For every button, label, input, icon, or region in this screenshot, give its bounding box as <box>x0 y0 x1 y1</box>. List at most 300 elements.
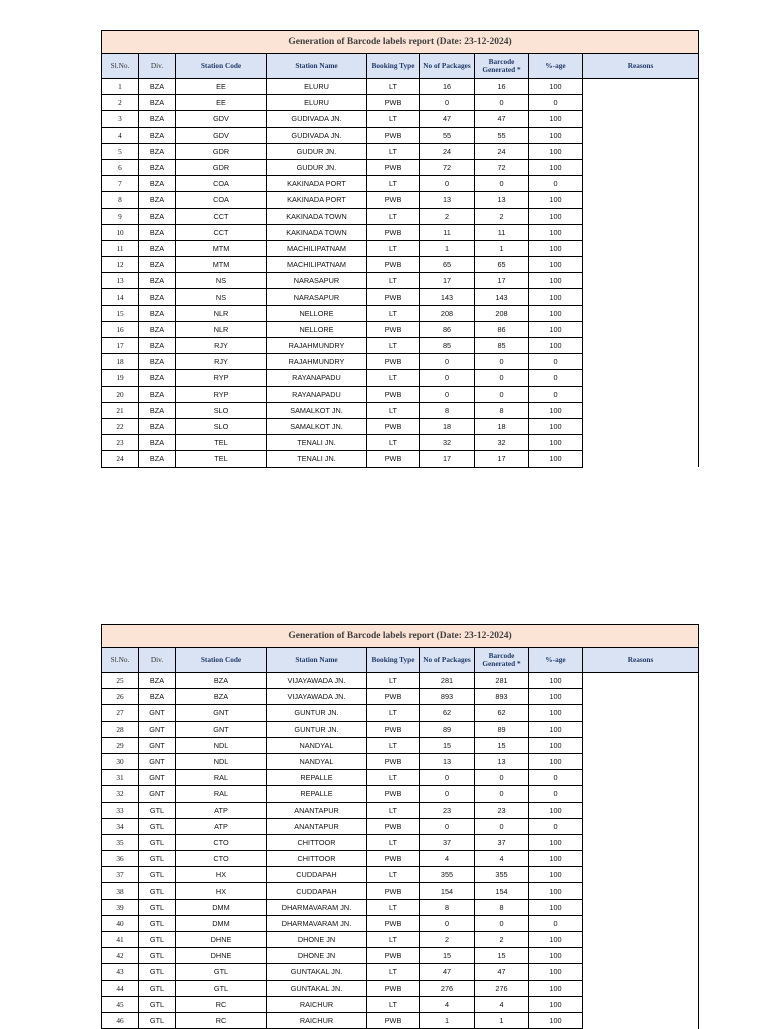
cell-div: BZA <box>139 435 176 451</box>
cell-booking-type: PWB <box>367 159 420 175</box>
cell-percentage: 0 <box>529 770 583 786</box>
cell-station-code: NLR <box>176 305 267 321</box>
cell-booking-type: PWB <box>367 386 420 402</box>
cell-station-code: CCT <box>176 224 267 240</box>
table-row <box>102 753 699 769</box>
cell-station-code: GDR <box>176 143 267 159</box>
cell-sl-no: 35 <box>102 834 139 850</box>
cell-no-of-packages: 1 <box>420 240 475 256</box>
header-no-of-packages: No of Packages <box>420 648 475 673</box>
cell-percentage: 100 <box>529 418 583 434</box>
table-row <box>102 111 699 127</box>
table-row <box>102 980 699 996</box>
cell-no-of-packages: 13 <box>420 753 475 769</box>
cell-booking-type: PWB <box>367 721 420 737</box>
cell-booking-type: PWB <box>367 980 420 996</box>
cell-div: BZA <box>139 673 176 689</box>
cell-div: BZA <box>139 305 176 321</box>
cell-station-name: RAYANAPADU <box>267 386 367 402</box>
cell-reasons <box>583 1012 699 1028</box>
cell-barcode-generated: 47 <box>475 111 529 127</box>
cell-station-code: HX <box>176 883 267 899</box>
cell-station-name: KAKINADA TOWN <box>267 224 367 240</box>
cell-reasons <box>583 111 699 127</box>
header-reasons: Reasons <box>583 54 699 79</box>
cell-station-name: NANDYAL <box>267 737 367 753</box>
cell-sl-no: 45 <box>102 996 139 1012</box>
cell-station-code: ATP <box>176 818 267 834</box>
cell-booking-type: PWB <box>367 948 420 964</box>
cell-no-of-packages: 2 <box>420 208 475 224</box>
cell-no-of-packages: 893 <box>420 689 475 705</box>
cell-percentage: 100 <box>529 834 583 850</box>
cell-no-of-packages: 11 <box>420 224 475 240</box>
cell-station-code: EE <box>176 79 267 95</box>
cell-station-code: GNT <box>176 705 267 721</box>
cell-booking-type: LT <box>367 176 420 192</box>
cell-div: BZA <box>139 689 176 705</box>
cell-reasons <box>583 673 699 689</box>
cell-sl-no: 6 <box>102 159 139 175</box>
cell-reasons <box>583 786 699 802</box>
cell-no-of-packages: 72 <box>420 159 475 175</box>
cell-barcode-generated: 281 <box>475 673 529 689</box>
cell-no-of-packages: 4 <box>420 851 475 867</box>
table-row <box>102 915 699 931</box>
header-station-name: Station Name <box>267 54 367 79</box>
cell-station-code: HX <box>176 867 267 883</box>
cell-booking-type: PWB <box>367 883 420 899</box>
cell-no-of-packages: 0 <box>420 95 475 111</box>
cell-no-of-packages: 16 <box>420 79 475 95</box>
cell-no-of-packages: 2 <box>420 932 475 948</box>
cell-no-of-packages: 0 <box>420 915 475 931</box>
cell-sl-no: 38 <box>102 883 139 899</box>
cell-sl-no: 20 <box>102 386 139 402</box>
cell-barcode-generated: 4 <box>475 851 529 867</box>
cell-percentage: 100 <box>529 111 583 127</box>
cell-no-of-packages: 17 <box>420 451 475 467</box>
cell-sl-no: 42 <box>102 948 139 964</box>
cell-barcode-generated: 208 <box>475 305 529 321</box>
cell-barcode-generated: 0 <box>475 354 529 370</box>
cell-percentage: 0 <box>529 176 583 192</box>
cell-no-of-packages: 154 <box>420 883 475 899</box>
cell-div: GTL <box>139 883 176 899</box>
cell-reasons <box>583 257 699 273</box>
cell-percentage: 100 <box>529 127 583 143</box>
cell-station-name: NARASAPUR <box>267 273 367 289</box>
cell-station-code: CCT <box>176 208 267 224</box>
cell-reasons <box>583 386 699 402</box>
cell-div: BZA <box>139 176 176 192</box>
cell-percentage: 100 <box>529 932 583 948</box>
cell-div: BZA <box>139 127 176 143</box>
table-row <box>102 402 699 418</box>
cell-sl-no: 31 <box>102 770 139 786</box>
cell-station-code: DMM <box>176 915 267 931</box>
cell-div: GTL <box>139 996 176 1012</box>
cell-booking-type: PWB <box>367 451 420 467</box>
cell-station-name: GUDIVADA JN. <box>267 111 367 127</box>
header-percentage: %-age <box>529 54 583 79</box>
cell-station-name: RAICHUR <box>267 1012 367 1028</box>
cell-percentage: 100 <box>529 899 583 915</box>
table-row <box>102 673 699 689</box>
cell-station-code: MTM <box>176 257 267 273</box>
cell-station-code: BZA <box>176 673 267 689</box>
cell-booking-type: PWB <box>367 753 420 769</box>
cell-sl-no: 12 <box>102 257 139 273</box>
cell-station-name: GUNTAKAL JN. <box>267 964 367 980</box>
cell-sl-no: 4 <box>102 127 139 143</box>
cell-sl-no: 16 <box>102 321 139 337</box>
cell-station-code: SLO <box>176 418 267 434</box>
header-barcode-generated: Barcode Generated * <box>475 54 529 79</box>
table-row <box>102 240 699 256</box>
header-div: Div. <box>139 54 176 79</box>
cell-percentage: 100 <box>529 1012 583 1028</box>
cell-percentage: 0 <box>529 354 583 370</box>
cell-div: BZA <box>139 402 176 418</box>
cell-station-code: DMM <box>176 899 267 915</box>
cell-barcode-generated: 72 <box>475 159 529 175</box>
cell-reasons <box>583 143 699 159</box>
table-row <box>102 899 699 915</box>
cell-div: GTL <box>139 802 176 818</box>
cell-station-name: GUDUR JN. <box>267 143 367 159</box>
cell-reasons <box>583 127 699 143</box>
cell-sl-no: 21 <box>102 402 139 418</box>
cell-sl-no: 1 <box>102 79 139 95</box>
cell-no-of-packages: 23 <box>420 802 475 818</box>
cell-no-of-packages: 47 <box>420 964 475 980</box>
cell-booking-type: PWB <box>367 689 420 705</box>
cell-station-name: DHONE JN <box>267 948 367 964</box>
cell-station-code: DHNE <box>176 932 267 948</box>
cell-sl-no: 14 <box>102 289 139 305</box>
cell-sl-no: 2 <box>102 95 139 111</box>
header-booking-type: Booking Type <box>367 648 420 673</box>
table-row <box>102 127 699 143</box>
barcode-report-table-1 <box>101 30 699 468</box>
cell-no-of-packages: 281 <box>420 673 475 689</box>
cell-barcode-generated: 89 <box>475 721 529 737</box>
cell-percentage: 100 <box>529 273 583 289</box>
cell-station-name: GUNTUR JN. <box>267 721 367 737</box>
cell-booking-type: LT <box>367 143 420 159</box>
cell-sl-no: 32 <box>102 786 139 802</box>
cell-reasons <box>583 932 699 948</box>
cell-barcode-generated: 23 <box>475 802 529 818</box>
cell-div: BZA <box>139 240 176 256</box>
cell-booking-type: LT <box>367 370 420 386</box>
cell-station-code: COA <box>176 192 267 208</box>
barcode-report-table-2 <box>101 624 699 1029</box>
table-row <box>102 289 699 305</box>
cell-reasons <box>583 224 699 240</box>
cell-station-code: TEL <box>176 435 267 451</box>
cell-div: BZA <box>139 143 176 159</box>
cell-booking-type: LT <box>367 705 420 721</box>
cell-station-name: RAJAHMUNDRY <box>267 354 367 370</box>
cell-station-name: GUDUR JN. <box>267 159 367 175</box>
cell-station-name: CUDDAPAH <box>267 883 367 899</box>
table-row <box>102 305 699 321</box>
cell-reasons <box>583 95 699 111</box>
cell-barcode-generated: 0 <box>475 95 529 111</box>
cell-reasons <box>583 721 699 737</box>
table-row <box>102 386 699 402</box>
cell-booking-type: LT <box>367 899 420 915</box>
cell-sl-no: 41 <box>102 932 139 948</box>
cell-percentage: 100 <box>529 867 583 883</box>
cell-barcode-generated: 154 <box>475 883 529 899</box>
cell-sl-no: 33 <box>102 802 139 818</box>
cell-reasons <box>583 915 699 931</box>
cell-div: GNT <box>139 770 176 786</box>
cell-station-code: RC <box>176 1012 267 1028</box>
cell-barcode-generated: 1 <box>475 1012 529 1028</box>
header-percentage: %-age <box>529 648 583 673</box>
cell-reasons <box>583 338 699 354</box>
cell-station-name: KAKINADA PORT <box>267 176 367 192</box>
cell-barcode-generated: 16 <box>475 79 529 95</box>
cell-div: BZA <box>139 418 176 434</box>
cell-percentage: 100 <box>529 79 583 95</box>
cell-reasons <box>583 770 699 786</box>
cell-sl-no: 36 <box>102 851 139 867</box>
cell-station-code: DHNE <box>176 948 267 964</box>
cell-barcode-generated: 1 <box>475 240 529 256</box>
cell-station-code: RAL <box>176 786 267 802</box>
table-row <box>102 770 699 786</box>
header-no-of-packages: No of Packages <box>420 54 475 79</box>
cell-no-of-packages: 13 <box>420 192 475 208</box>
cell-reasons <box>583 418 699 434</box>
cell-div: GTL <box>139 867 176 883</box>
table-row <box>102 370 699 386</box>
cell-station-code: CTO <box>176 851 267 867</box>
cell-booking-type: LT <box>367 208 420 224</box>
cell-div: BZA <box>139 192 176 208</box>
cell-div: BZA <box>139 338 176 354</box>
cell-percentage: 100 <box>529 402 583 418</box>
cell-booking-type: PWB <box>367 915 420 931</box>
table-row <box>102 321 699 337</box>
cell-reasons <box>583 948 699 964</box>
cell-barcode-generated: 276 <box>475 980 529 996</box>
cell-station-name: CHITTOOR <box>267 834 367 850</box>
cell-barcode-generated: 17 <box>475 451 529 467</box>
cell-reasons <box>583 321 699 337</box>
cell-barcode-generated: 0 <box>475 818 529 834</box>
cell-station-name: DHARMAVARAM JN. <box>267 899 367 915</box>
cell-div: BZA <box>139 159 176 175</box>
cell-percentage: 100 <box>529 208 583 224</box>
cell-station-code: GDV <box>176 111 267 127</box>
cell-reasons <box>583 435 699 451</box>
cell-percentage: 100 <box>529 980 583 996</box>
cell-reasons <box>583 192 699 208</box>
cell-sl-no: 3 <box>102 111 139 127</box>
cell-sl-no: 18 <box>102 354 139 370</box>
cell-no-of-packages: 1 <box>420 1012 475 1028</box>
cell-sl-no: 37 <box>102 867 139 883</box>
cell-no-of-packages: 208 <box>420 305 475 321</box>
cell-station-code: GDR <box>176 159 267 175</box>
cell-div: BZA <box>139 95 176 111</box>
table-row <box>102 1012 699 1028</box>
table-row <box>102 996 699 1012</box>
cell-booking-type: LT <box>367 435 420 451</box>
header-station-name: Station Name <box>267 648 367 673</box>
cell-station-code: COA <box>176 176 267 192</box>
cell-station-name: SAMALKOT JN. <box>267 418 367 434</box>
table-row <box>102 689 699 705</box>
cell-booking-type: LT <box>367 273 420 289</box>
cell-sl-no: 7 <box>102 176 139 192</box>
cell-booking-type: LT <box>367 932 420 948</box>
table-row <box>102 932 699 948</box>
table-row <box>102 834 699 850</box>
cell-no-of-packages: 37 <box>420 834 475 850</box>
cell-booking-type: LT <box>367 737 420 753</box>
cell-div: BZA <box>139 451 176 467</box>
cell-barcode-generated: 86 <box>475 321 529 337</box>
cell-station-name: GUNTUR JN. <box>267 705 367 721</box>
cell-booking-type: PWB <box>367 289 420 305</box>
table-row <box>102 208 699 224</box>
cell-booking-type: PWB <box>367 257 420 273</box>
cell-reasons <box>583 208 699 224</box>
cell-station-name: KAKINADA TOWN <box>267 208 367 224</box>
cell-sl-no: 8 <box>102 192 139 208</box>
cell-sl-no: 17 <box>102 338 139 354</box>
header-sl-no: Sl.No. <box>102 54 139 79</box>
cell-div: BZA <box>139 111 176 127</box>
table-row <box>102 79 699 95</box>
cell-barcode-generated: 355 <box>475 867 529 883</box>
table-row <box>102 737 699 753</box>
cell-barcode-generated: 17 <box>475 273 529 289</box>
cell-div: GTL <box>139 932 176 948</box>
cell-booking-type: LT <box>367 996 420 1012</box>
cell-div: GTL <box>139 851 176 867</box>
cell-station-code: RJY <box>176 338 267 354</box>
cell-div: BZA <box>139 386 176 402</box>
cell-percentage: 0 <box>529 386 583 402</box>
cell-no-of-packages: 8 <box>420 402 475 418</box>
cell-percentage: 0 <box>529 370 583 386</box>
cell-percentage: 100 <box>529 435 583 451</box>
cell-station-code: EE <box>176 95 267 111</box>
cell-barcode-generated: 0 <box>475 370 529 386</box>
cell-percentage: 100 <box>529 321 583 337</box>
cell-reasons <box>583 737 699 753</box>
table-row <box>102 786 699 802</box>
cell-sl-no: 44 <box>102 980 139 996</box>
cell-station-name: KAKINADA PORT <box>267 192 367 208</box>
cell-no-of-packages: 47 <box>420 111 475 127</box>
table-row <box>102 192 699 208</box>
cell-percentage: 0 <box>529 818 583 834</box>
cell-booking-type: LT <box>367 770 420 786</box>
cell-sl-no: 13 <box>102 273 139 289</box>
table-row <box>102 867 699 883</box>
cell-reasons <box>583 451 699 467</box>
cell-no-of-packages: 32 <box>420 435 475 451</box>
cell-booking-type: LT <box>367 338 420 354</box>
cell-station-name: ANANTAPUR <box>267 818 367 834</box>
table-row <box>102 451 699 467</box>
cell-div: GNT <box>139 721 176 737</box>
cell-reasons <box>583 240 699 256</box>
cell-barcode-generated: 2 <box>475 932 529 948</box>
cell-sl-no: 10 <box>102 224 139 240</box>
cell-no-of-packages: 0 <box>420 354 475 370</box>
cell-percentage: 100 <box>529 305 583 321</box>
cell-barcode-generated: 65 <box>475 257 529 273</box>
cell-station-name: CHITTOOR <box>267 851 367 867</box>
cell-no-of-packages: 17 <box>420 273 475 289</box>
cell-no-of-packages: 89 <box>420 721 475 737</box>
cell-sl-no: 34 <box>102 818 139 834</box>
cell-booking-type: LT <box>367 867 420 883</box>
cell-no-of-packages: 0 <box>420 770 475 786</box>
cell-no-of-packages: 86 <box>420 321 475 337</box>
cell-booking-type: LT <box>367 79 420 95</box>
cell-booking-type: PWB <box>367 127 420 143</box>
cell-no-of-packages: 85 <box>420 338 475 354</box>
cell-sl-no: 23 <box>102 435 139 451</box>
cell-percentage: 100 <box>529 721 583 737</box>
cell-no-of-packages: 4 <box>420 996 475 1012</box>
cell-sl-no: 15 <box>102 305 139 321</box>
cell-percentage: 100 <box>529 883 583 899</box>
table-row <box>102 721 699 737</box>
table-row <box>102 705 699 721</box>
cell-booking-type: LT <box>367 111 420 127</box>
cell-percentage: 100 <box>529 159 583 175</box>
cell-barcode-generated: 55 <box>475 127 529 143</box>
cell-reasons <box>583 289 699 305</box>
cell-percentage: 100 <box>529 240 583 256</box>
cell-station-name: TENALI JN. <box>267 451 367 467</box>
cell-station-code: RYP <box>176 386 267 402</box>
header-barcode-generated: Barcode Generated * <box>475 648 529 673</box>
cell-station-name: ELURU <box>267 79 367 95</box>
cell-station-name: ELURU <box>267 95 367 111</box>
cell-div: GTL <box>139 1012 176 1028</box>
cell-div: BZA <box>139 370 176 386</box>
cell-station-code: ATP <box>176 802 267 818</box>
cell-sl-no: 30 <box>102 753 139 769</box>
cell-div: BZA <box>139 79 176 95</box>
header-sl-no: Sl.No. <box>102 648 139 673</box>
cell-station-code: RJY <box>176 354 267 370</box>
cell-sl-no: 25 <box>102 673 139 689</box>
table-row <box>102 418 699 434</box>
cell-div: GTL <box>139 899 176 915</box>
cell-percentage: 0 <box>529 786 583 802</box>
cell-station-code: NDL <box>176 737 267 753</box>
cell-no-of-packages: 0 <box>420 386 475 402</box>
cell-station-name: RAICHUR <box>267 996 367 1012</box>
table-row <box>102 95 699 111</box>
cell-barcode-generated: 18 <box>475 418 529 434</box>
cell-div: BZA <box>139 257 176 273</box>
